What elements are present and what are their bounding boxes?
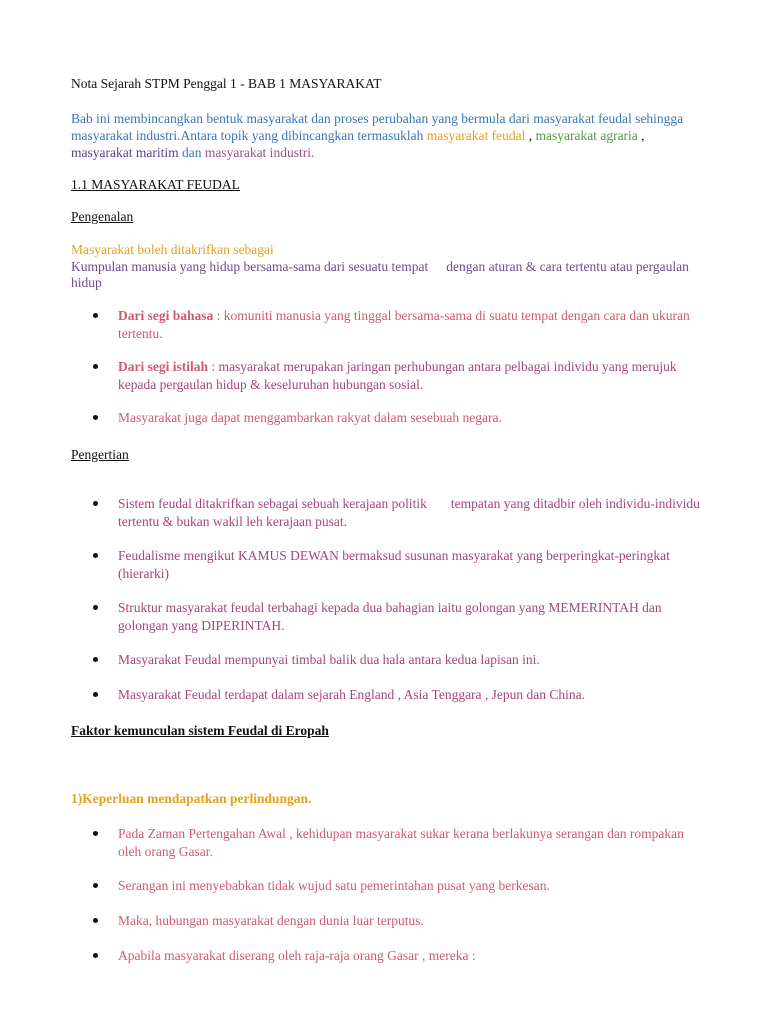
list-item <box>118 912 718 930</box>
list-item-text: Sistem feudal ditakrifkan sebagai sebuah kerajaan politik <box>118 496 427 511</box>
document-title: Nota Sejarah STPM Penggal 1 - BAB 1 MASYARAKAT <box>71 76 382 91</box>
separator: , <box>637 128 645 143</box>
bullet-icon <box>93 605 98 610</box>
list-item-text: Feudalisme mengikut KAMUS DEWAN bermaksud susunan masyarakat yang berperingkat-peringkat <box>118 548 670 563</box>
list-item <box>118 307 718 343</box>
bullet-icon <box>93 553 98 558</box>
bullet-icon <box>93 415 98 420</box>
list-item-text: Maka, hubungan masyarakat dengan dunia luar terputus. <box>118 913 424 928</box>
list-item <box>118 825 718 861</box>
list-item <box>118 547 718 583</box>
bullet-icon <box>93 918 98 923</box>
list-item-text: Masyarakat Feudal terdapat dalam sejarah England , Asia Tenggara , Jepun dan China. <box>118 687 586 702</box>
bullet-icon <box>93 692 98 697</box>
link-masyarakat-agraria: masyarakat agraria <box>535 128 638 143</box>
term-bold: Dari segi bahasa <box>118 308 214 323</box>
definition-line-2: hidup <box>71 275 102 290</box>
definition-text-b: dengan aturan & cara tertentu atau pergaulan <box>446 259 689 274</box>
link-masyarakat-industri: masyarakat industri. <box>204 145 315 160</box>
list-item <box>118 651 718 669</box>
heading-pengenalan: Pengenalan <box>71 209 134 224</box>
list-item-text: Masyarakat Feudal mempunyai timbal balik dua hala antara kedua lapisan ini. <box>118 652 540 667</box>
intro-text: masyarakat industri.Antara topik yang dibincangkan termasuklah <box>71 128 427 143</box>
list-item-text: tertentu. <box>118 326 163 341</box>
bullet-icon <box>93 313 98 318</box>
list-item <box>118 495 718 531</box>
list-item-text: tertentu & bukan wakil leh kerajaan pusat. <box>118 514 348 529</box>
link-masyarakat-maritim: masyarakat maritim <box>71 145 179 160</box>
list-item-text: Apabila masyarakat diserang oleh raja-raja orang Gasar , mereka : <box>118 948 476 963</box>
heading-faktor: Faktor kemunculan sistem Feudal di Eropah <box>71 723 329 738</box>
bullet-icon <box>93 501 98 506</box>
term-bold: Dari segi istilah <box>118 359 208 374</box>
list-item-text: Struktur masyarakat feudal terbahagi kepada dua bahagian iaitu golongan yang MEMERINTAH dan <box>118 600 662 615</box>
separator: , <box>525 128 536 143</box>
bullet-icon <box>93 657 98 662</box>
heading-pengertian: Pengertian <box>71 447 129 462</box>
definition-label: Masyarakat boleh ditakrifkan sebagai <box>71 242 274 257</box>
list-item <box>118 409 718 427</box>
conjunction: dan <box>178 145 205 160</box>
bullet-icon <box>93 364 98 369</box>
intro-line-2 <box>71 127 645 144</box>
bullet-icon <box>93 953 98 958</box>
list-item <box>118 877 718 895</box>
list-item-text: Serangan ini menyebabkan tidak wujud satu pemerintahan pusat yang berkesan. <box>118 878 550 893</box>
list-item-text: : masyarakat merupakan jaringan perhubungan antara pelbagai individu yang merujuk <box>208 359 677 374</box>
subheading-faktor-1: 1)Keperluan mendapatkan perlindungan. <box>71 791 312 806</box>
list-item-text: : komuniti manusia yang tinggal bersama-sama di suatu tempat dengan cara dan ukuran <box>213 308 690 323</box>
intro-line-3 <box>71 144 314 161</box>
list-item-text: kepada pergaulan hidup & keseluruhan hubungan sosial. <box>118 377 424 392</box>
bullet-icon <box>93 883 98 888</box>
link-masyarakat-feudal: masyarakat feudal <box>426 128 526 143</box>
list-item-text: golongan yang DIPERINTAH. <box>118 618 285 633</box>
list-item <box>118 358 718 394</box>
section-heading-1-1: 1.1 MASYARAKAT FEUDAL <box>71 177 240 192</box>
list-item-text: oleh orang Gasar. <box>118 844 213 859</box>
list-item <box>118 947 718 965</box>
list-item-text: (hierarki) <box>118 566 169 581</box>
list-item-text: Masyarakat juga dapat menggambarkan rakyat dalam sesebuah negara. <box>118 410 502 425</box>
definition-text-a: Kumpulan manusia yang hidup bersama-sama dari sesuatu tempat <box>71 259 429 274</box>
bullet-icon <box>93 831 98 836</box>
definition-line-1 <box>71 258 689 275</box>
list-item <box>118 686 718 704</box>
intro-line-1: Bab ini membincangkan bentuk masyarakat dan proses perubahan yang bermula dari masyarakat feudal sehingga <box>71 111 684 126</box>
list-item-text: Pada Zaman Pertengahan Awal , kehidupan masyarakat sukar kerana berlakunya serangan dan rompakan <box>118 826 684 841</box>
list-item <box>118 599 718 635</box>
list-item-text: tempatan yang ditadbir oleh individu-individu <box>450 496 700 511</box>
